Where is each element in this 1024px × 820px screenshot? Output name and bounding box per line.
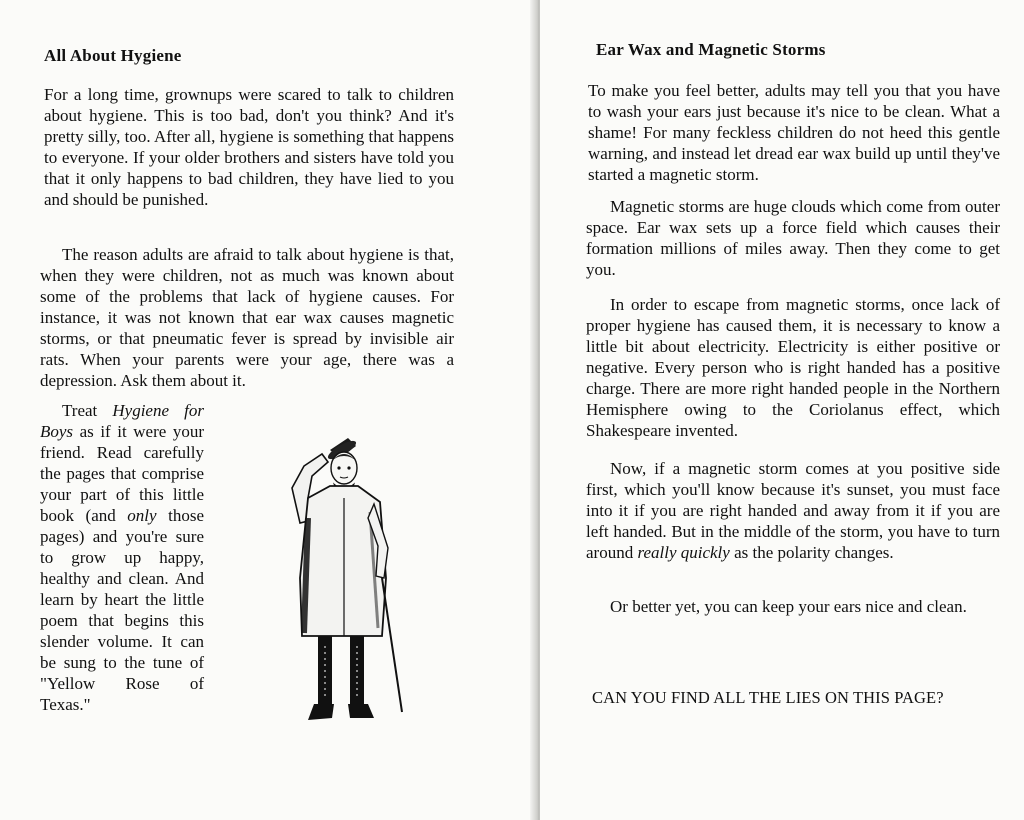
right-paragraph-2	[586, 196, 1000, 280]
para3-middle: as if it were your friend. Read carefully the pages that comprise your part of this little book (and	[40, 422, 204, 525]
right-paragraph-1-text: To make you feel better, adults may tell you that you have to wash your ears just because it's nice to be clean. What a shame! For many feckless children do not heed this gentle warning, and instead let dread ear wax build up until they've started a magnetic storm.	[588, 81, 1000, 184]
book-title-italic: Hygiene for Boys	[40, 401, 204, 441]
left-paragraph-2	[40, 244, 454, 391]
left-paragraph-1	[44, 84, 454, 210]
right-paragraph-5	[586, 596, 1000, 617]
right-paragraph-2-text: Magnetic storms are huge clouds which come from outer space. Ear wax sets up a force field which causes their formation millions of miles away. Then they come to get you.	[586, 197, 1000, 279]
right-paragraph-3-text: In order to escape from magnetic storms, once lack of proper hygiene has caused them, it is necessary to know a little bit about electricity. Electricity is either positive or negative. Every person who is right handed has a positive charge. There are more right handed people in the Northern Hemisphere owing to the Coriolanus effect, which Shakespeare invented.	[586, 295, 1000, 440]
left-paragraph-3	[40, 400, 204, 715]
closing-question: CAN YOU FIND ALL THE LIES ON THIS PAGE?	[592, 688, 944, 707]
really-quickly-italic: really quickly	[637, 543, 730, 562]
left-paragraph-2-text: The reason adults are afraid to talk about hygiene is that, when they were children, not as much was known about some of the problems that lack of hygiene causes. For instance, it was not known that ear wax causes magnetic storms, or that pneumatic fever is spread by invisible air rats. When your parents were your age, there was a depression. Ask them about it.	[40, 245, 454, 390]
right-paragraph-1	[588, 80, 1000, 185]
para3-end: those pages) and you're sure to grow up happy, healthy and clean. And learn by heart the little poem that begins this slender volume. It can be sung to the tune of "Yellow Rose of Texas."	[40, 506, 204, 714]
right-paragraph-3	[586, 294, 1000, 441]
left-paragraph-1-text: For a long time, grownups were scared to talk to children about hygiene. This is too bad, don't you think? And it's pretty silly, too. After all, hygiene is something that happens to everyone. If your older brothers and sisters have told you that it only happens to bad children, they have lied to you and should be punished.	[44, 85, 454, 209]
right-paragraph-5-text: Or better yet, you can keep your ears nice and clean.	[610, 597, 967, 616]
para4-lead: Now, if a magnetic storm comes at you positive side first, which you'll know because it's sunset, you must face into it if you are right handed and away from it if you are left handed. But in the middle of the storm, you have to turn around	[586, 459, 1000, 562]
only-italic: only	[127, 506, 157, 525]
right-paragraph-4-text	[586, 458, 1000, 563]
right-paragraph-4	[586, 458, 1000, 563]
left-page-title: All About Hygiene	[44, 46, 182, 65]
right-page	[540, 0, 1024, 820]
boy-in-coat-tipping-hat-illustration	[278, 428, 408, 728]
right-page-title: Ear Wax and Magnetic Storms	[596, 40, 826, 59]
left-paragraph-3-text	[40, 400, 204, 715]
para4-end: as the polarity changes.	[729, 543, 894, 562]
para3-lead: Treat	[62, 401, 113, 420]
